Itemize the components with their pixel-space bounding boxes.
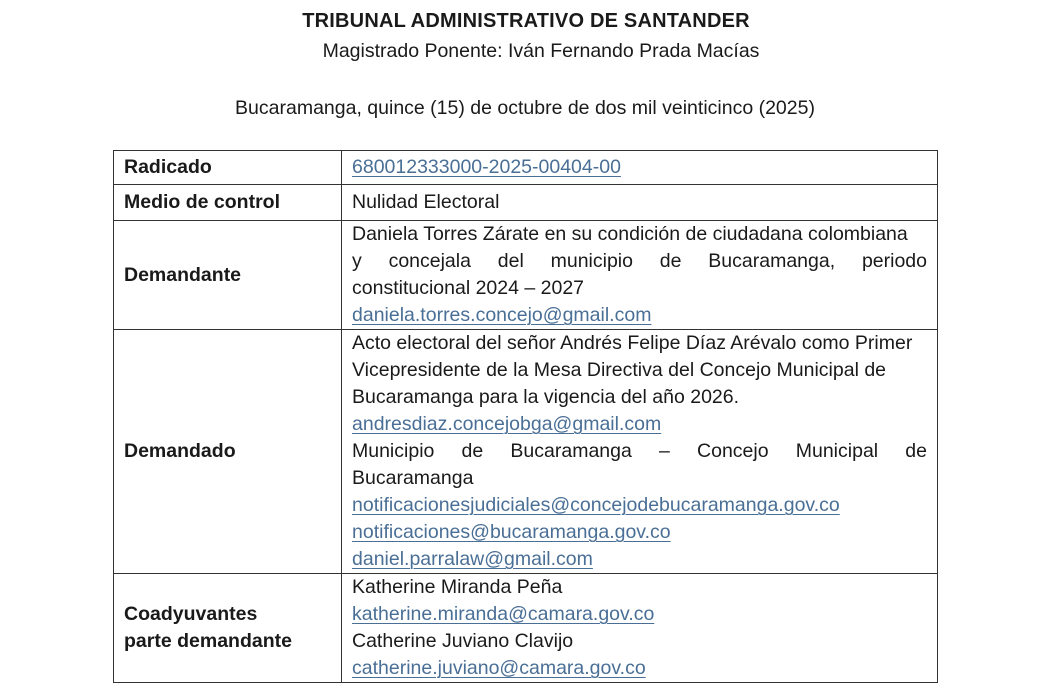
coadyuvantes-cell: [342, 574, 938, 683]
medio-control-label: Medio de control: [114, 185, 342, 221]
demandado-label: Demandado: [114, 330, 342, 574]
demandado-cell: [342, 330, 938, 574]
court-title: TRIBUNAL ADMINISTRATIVO DE SANTANDER: [302, 10, 750, 32]
coadyuvante-name: Catherine Juviano Clavijo: [352, 630, 574, 652]
case-info-table: [113, 150, 938, 683]
demandante-text-line: Daniela Torres Zárate en su condición de ciudadana colombiana: [352, 223, 908, 245]
demandado-text-line: Bucaramanga: [352, 467, 474, 489]
coadyuvantes-label-line: Coadyuvantes: [124, 603, 258, 625]
demandado-text-line: Bucaramanga para la vigencia del año 2026.: [352, 386, 740, 408]
table-row-medio-control: [114, 185, 938, 221]
coadyuvante-name: Katherine Miranda Peña: [352, 576, 563, 598]
demandante-cell: [342, 221, 938, 330]
coadyuvantes-label: [114, 574, 342, 683]
demandado-text-line: Vicepresidente de la Mesa Directiva del Concejo Municipal de: [352, 359, 887, 381]
demandado-email-link[interactable]: notificacionesjudiciales@concejodebucaramanga.gov.co: [352, 494, 840, 516]
demandante-text-line: y concejala del municipio de Bucaramanga, periodo: [352, 250, 927, 272]
demandante-label: Demandante: [114, 221, 342, 330]
radicado-link[interactable]: 680012333000-2025-00404-00: [352, 156, 621, 178]
radicado-cell: [342, 151, 938, 185]
table-row-coadyuvantes: [114, 574, 938, 683]
demandado-text-line: Municipio de Bucaramanga – Concejo Municipal de: [352, 440, 927, 462]
coadyuvante-email-link[interactable]: katherine.miranda@camara.gov.co: [352, 603, 655, 625]
table-row-demandado: [114, 330, 938, 574]
magistrate-line: Magistrado Ponente: Iván Fernando Prada Macías: [322, 40, 760, 62]
radicado-label: Radicado: [114, 151, 342, 185]
table-row-demandante: [114, 221, 938, 330]
date-line: Bucaramanga, quince (15) de octubre de dos mil veinticinco (2025): [235, 97, 815, 119]
demandado-email-link[interactable]: daniel.parralaw@gmail.com: [352, 548, 593, 570]
demandado-email-link[interactable]: andresdiaz.concejobga@gmail.com: [352, 413, 662, 435]
coadyuvantes-label-line: parte demandante: [124, 630, 292, 652]
demandante-email-link[interactable]: daniela.torres.concejo@gmail.com: [352, 304, 652, 326]
demandado-text-line: Acto electoral del señor Andrés Felipe Díaz Arévalo como Primer: [352, 332, 913, 354]
demandado-email-link[interactable]: notificaciones@bucaramanga.gov.co: [352, 521, 671, 543]
demandante-text-line: constitucional 2024 – 2027: [352, 277, 585, 299]
coadyuvante-email-link[interactable]: catherine.juviano@camara.gov.co: [352, 657, 646, 679]
table-row-radicado: [114, 151, 938, 185]
medio-control-value: Nulidad Electoral: [342, 185, 938, 221]
